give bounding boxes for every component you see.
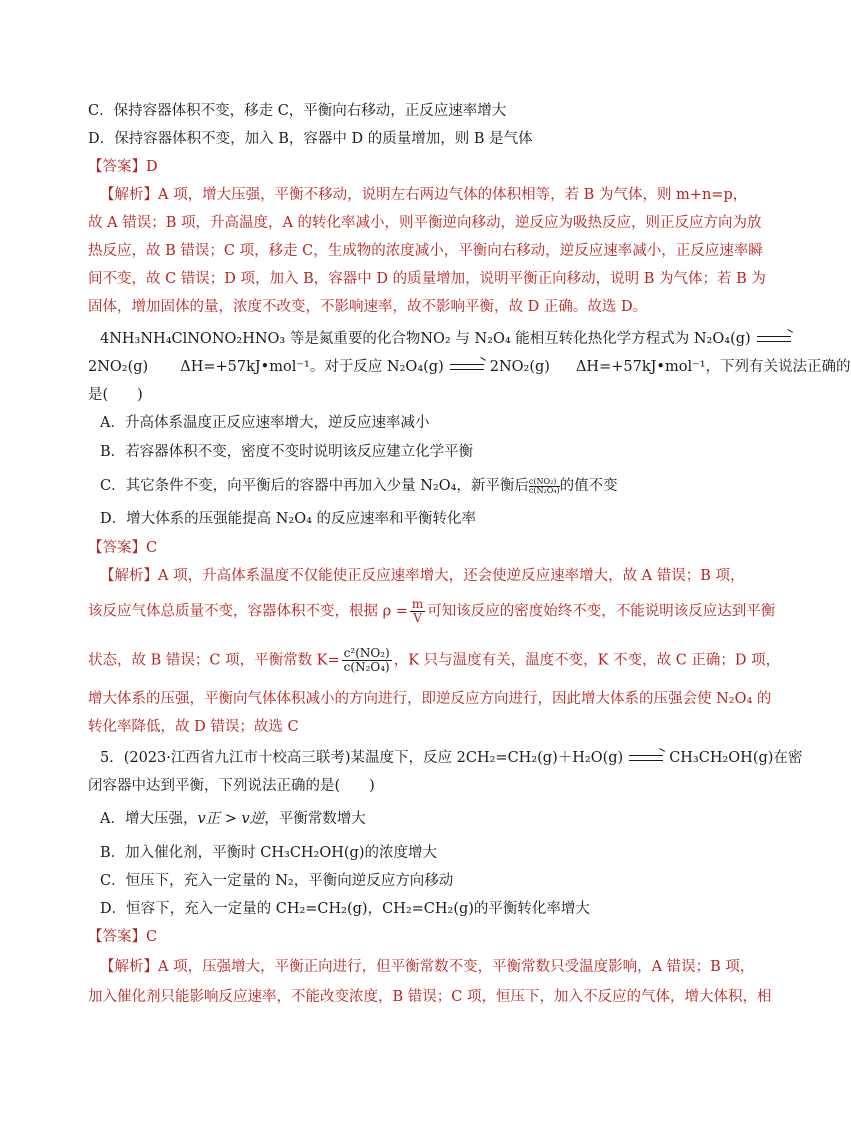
answer-q5: 【答案】C — [88, 929, 158, 945]
explanation-q3-line1: 【解析】A 项，增大压强，平衡不移动，说明左右两边气体的体积相等，若 B 为气体，则 m+n=p， — [100, 187, 748, 203]
question-4-stem-line2: 2NO₂(g) ΔH=+57kJ•mol⁻¹。对于反应 N₂O₄(g) 2NO₂(g) ΔH=+57kJ•mol⁻¹，下列有关说法正确的 — [88, 359, 851, 375]
equilibrium-constant-fraction: $\frac{\text{c²(NO₂)}}{\text{c(N₂O₄)}}$ — [343, 646, 390, 674]
explanation-q4-line1: 【解析】A 项，升高体系温度不仅能使正反应速率增大，还会使逆反应速率增大，故 A 错误；B 项， — [100, 568, 745, 584]
explanation-q5-line1: 【解析】A 项，压强增大，平衡正向进行，但平衡常数不变，平衡常数只受温度影响，A 错误；B 项， — [100, 959, 755, 975]
explanation-q3-line5: 固体，增加固体的量，浓度不改变，不影响速率，故不影响平衡，故 D 正确。故选 D。 — [88, 299, 648, 315]
option-b-q5: B．加入催化剂，平衡时 CH₃CH₂OH(g)的浓度增大 — [100, 845, 437, 861]
question-4-stem-line3: 是( ) — [88, 387, 143, 403]
explanation-q3-line4: 间不变，故 C 错误；D 项，加入 B，容器中 D 的质量增加，说明平衡正向移动，说明 B 为气体；若 B 为 — [88, 271, 766, 287]
question-4-stem-line1: 4NH₃NH₄ClNONO₂HNO₃ 等是氮重要的化合物NO₂ 与 N₂O₄ 能相互转化热化学方程式为 N₂O₄(g) — [100, 329, 740, 349]
explanation-q5-line2: 加入催化剂只能影响反应速率，不能改变浓度，B 错误；C 项，恒压下，加入不反应的气体，增大体积，相 — [88, 989, 772, 1005]
option-a-q4: A．升高体系温度正反应速率增大，逆反应速率减小 — [100, 415, 430, 431]
equilibrium-arrow-icon — [757, 334, 791, 344]
explanation-q4-line4: 增大体系的压强，平衡向气体体积减小的方向进行，即逆反应方向进行，因此增大体系的压强会使 N₂O₄ 的 — [88, 691, 772, 707]
explanation-q4-line3: 状态，故 B 错误；C 项，平衡常数 K= $\frac{\text{c²(NO₂)}}{\text{c(N₂O₄)}}$ ，K 只与温度有关，温度不变，K 不变，故 C 正确；D 项， — [88, 646, 781, 674]
density-fraction: $\frac{m}{V}$ — [411, 597, 424, 625]
option-d-q3: D．保持容器体积不变，加入 B，容器中 D 的质量增加，则 B 是气体 — [88, 131, 533, 147]
option-c-q5: C．恒压下，充入一定量的 N₂，平衡向逆反应方向移动 — [100, 873, 454, 889]
option-a-q5: A．增大压强，v正 > v逆，平衡常数增大 — [100, 811, 366, 827]
equilibrium-arrow-icon — [629, 753, 663, 763]
option-d-q4: D．增大体系的压强能提高 N₂O₄ 的反应速率和平衡转化率 — [100, 511, 477, 527]
answer-q4: 【答案】C — [88, 540, 158, 556]
answer-q3: 【答案】D — [88, 159, 158, 175]
question-5-stem-line1: 5．(2023·江西省九江市十校高三联考)某温度下，反应 2CH₂=CH₂(g)＋H₂O(g) CH₃CH₂OH(g)在密 — [100, 750, 803, 766]
equilibrium-arrow-icon — [450, 362, 484, 372]
option-b-q4: B．若容器体积不变，密度不变时说明该反应建立化学平衡 — [100, 444, 474, 460]
explanation-q4-line5: 转化率降低，故 D 错误；故选 C — [88, 719, 299, 735]
explanation-q4-line2: 该反应气体总质量不变，容器体积不变，根据 ρ = $\frac{m}{V}$ 可知该反应的密度始终不变，不能说明该反应达到平衡 — [88, 597, 776, 625]
fraction-ratio: $\frac{\text{c(NO₂)}}{\text{c(N₂O₄)}}$ — [528, 476, 560, 495]
explanation-q3-line3: 热反应，故 B 错误；C 项，移走 C，生成物的浓度减小，平衡向右移动，逆反应速率减小，正反应速率瞬 — [88, 243, 763, 259]
question-5-stem-line2: 闭容器中达到平衡，下列说法正确的是( ) — [88, 778, 375, 794]
explanation-q3-line2: 故 A 错误；B 项，升高温度，A 的转化率减小，则平衡逆向移动，逆反应为吸热反应，则正反应方向为放 — [88, 215, 762, 231]
option-c-q3: C．保持容器体积不变，移走 C，平衡向右移动，正反应速率增大 — [88, 103, 507, 119]
option-d-q5: D．恒容下，充入一定量的 CH₂=CH₂(g)，CH₂=CH₂(g)的平衡转化率增大 — [100, 901, 590, 917]
option-c-q4: C．其它条件不变，向平衡后的容器中再加入少量 N₂O₄，新平衡后 $\frac{\text{c(NO₂)}}{\text{c(N₂O₄)}}$ 的值不变 — [100, 476, 618, 495]
